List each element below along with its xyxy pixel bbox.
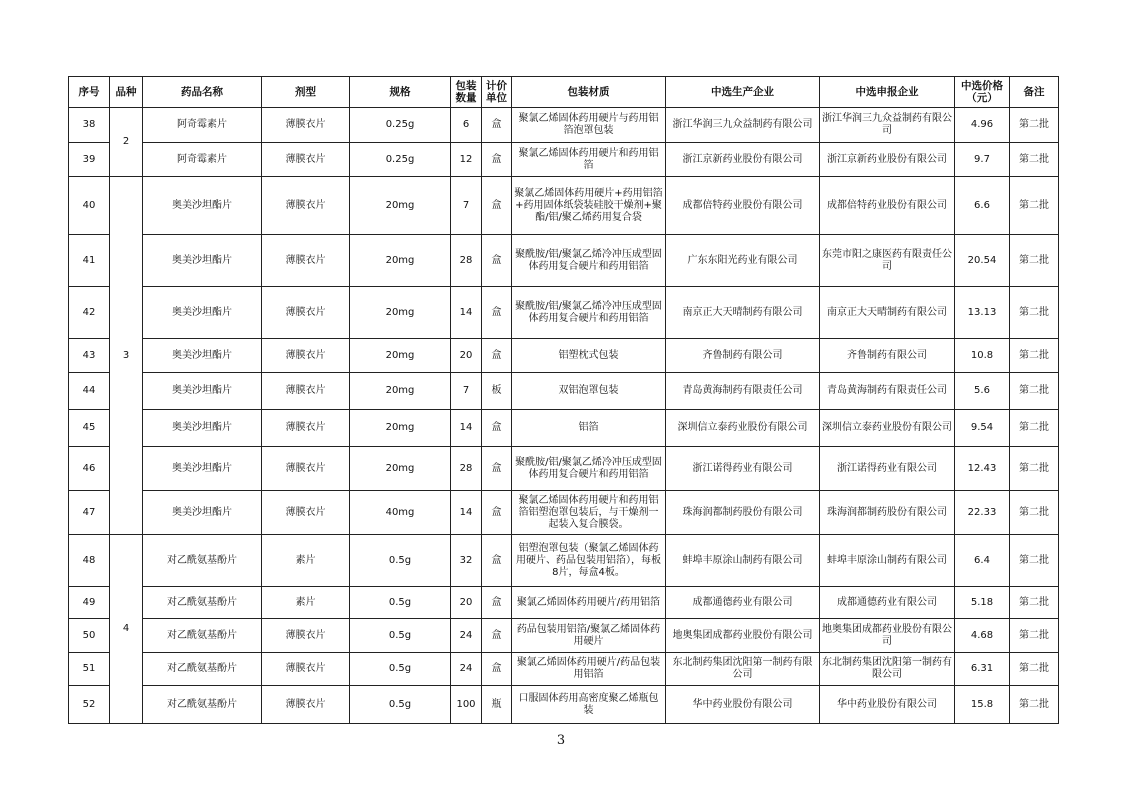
header-name: 药品名称 — [143, 77, 262, 108]
seq-cell: 48 — [69, 535, 110, 587]
note-cell: 第二批 — [1010, 653, 1059, 686]
dosage-form-cell: 薄膜衣片 — [262, 143, 350, 177]
seq-cell: 49 — [69, 587, 110, 619]
package-qty-cell: 100 — [451, 686, 482, 724]
header-seq: 序号 — [69, 77, 110, 108]
seq-cell: 40 — [69, 177, 110, 235]
price-cell: 6.6 — [955, 177, 1010, 235]
manufacturer-cell: 华中药业股份有限公司 — [666, 686, 820, 724]
drug-name-cell: 对乙酰氨基酚片 — [143, 587, 262, 619]
package-qty-cell: 6 — [451, 108, 482, 143]
variety-cell: 2 — [110, 108, 143, 177]
manufacturer-cell: 广东东阳光药业有限公司 — [666, 235, 820, 287]
package-qty-cell: 20 — [451, 587, 482, 619]
packaging-material-cell: 聚氯乙烯固体药用硬片/药品包装用铝箔 — [512, 653, 666, 686]
package-qty-cell: 7 — [451, 177, 482, 235]
table-row — [69, 339, 1059, 373]
note-cell: 第二批 — [1010, 686, 1059, 724]
spec-cell: 0.5g — [350, 619, 451, 653]
spec-cell: 0.25g — [350, 108, 451, 143]
header-applicant: 中选申报企业 — [820, 77, 955, 108]
dosage-form-cell: 薄膜衣片 — [262, 491, 350, 535]
seq-cell: 50 — [69, 619, 110, 653]
pricing-unit-cell: 盒 — [482, 143, 512, 177]
package-qty-cell: 7 — [451, 373, 482, 410]
pricing-unit-cell: 盒 — [482, 535, 512, 587]
pricing-unit-cell: 盒 — [482, 177, 512, 235]
price-cell: 9.7 — [955, 143, 1010, 177]
dosage-form-cell: 薄膜衣片 — [262, 108, 350, 143]
packaging-material-cell: 聚氯乙烯固体药用硬片和药用铝箔铝塑泡罩包装后，与干燥剂一起装入复合膜袋。 — [512, 491, 666, 535]
spec-cell: 0.5g — [350, 686, 451, 724]
note-cell: 第二批 — [1010, 235, 1059, 287]
table-row — [69, 491, 1059, 535]
applicant-cell: 成都倍特药业股份有限公司 — [820, 177, 955, 235]
pricing-unit-cell: 盒 — [482, 587, 512, 619]
dosage-form-cell: 薄膜衣片 — [262, 410, 350, 447]
seq-cell: 46 — [69, 447, 110, 491]
note-cell: 第二批 — [1010, 491, 1059, 535]
spec-cell: 0.5g — [350, 587, 451, 619]
table-row — [69, 287, 1059, 339]
note-cell: 第二批 — [1010, 287, 1059, 339]
spec-cell: 20mg — [350, 235, 451, 287]
dosage-form-cell: 素片 — [262, 535, 350, 587]
price-cell: 13.13 — [955, 287, 1010, 339]
packaging-material-cell: 聚酰胺/铝/聚氯乙烯冷冲压成型固体药用复合硬片和药用铝箔 — [512, 447, 666, 491]
applicant-cell: 齐鲁制药有限公司 — [820, 339, 955, 373]
drug-name-cell: 奥美沙坦酯片 — [143, 373, 262, 410]
note-cell: 第二批 — [1010, 108, 1059, 143]
package-qty-cell: 14 — [451, 287, 482, 339]
seq-cell: 39 — [69, 143, 110, 177]
applicant-cell: 东莞市阳之康医药有限责任公司 — [820, 235, 955, 287]
applicant-cell: 南京正大天晴制药有限公司 — [820, 287, 955, 339]
spec-cell: 20mg — [350, 373, 451, 410]
packaging-material-cell: 铝塑泡罩包装（聚氯乙烯固体药用硬片、药品包装用铝箔），每板8片，每盒4板。 — [512, 535, 666, 587]
seq-cell: 44 — [69, 373, 110, 410]
pricing-unit-cell: 盒 — [482, 410, 512, 447]
dosage-form-cell: 薄膜衣片 — [262, 287, 350, 339]
dosage-form-cell: 薄膜衣片 — [262, 653, 350, 686]
pricing-unit-cell: 板 — [482, 373, 512, 410]
spec-cell: 20mg — [350, 177, 451, 235]
price-cell: 9.54 — [955, 410, 1010, 447]
manufacturer-cell: 成都通德药业有限公司 — [666, 587, 820, 619]
packaging-material-cell: 聚氯乙烯固体药用硬片+药用铝箔+药用固体纸袋装硅胶干燥剂+聚酯/铝/聚乙烯药用复合袋 — [512, 177, 666, 235]
package-qty-cell: 28 — [451, 235, 482, 287]
package-qty-cell: 20 — [451, 339, 482, 373]
note-cell: 第二批 — [1010, 339, 1059, 373]
spec-cell: 0.5g — [350, 535, 451, 587]
manufacturer-cell: 地奥集团成都药业股份有限公司 — [666, 619, 820, 653]
manufacturer-cell: 齐鲁制药有限公司 — [666, 339, 820, 373]
manufacturer-cell: 深圳信立泰药业股份有限公司 — [666, 410, 820, 447]
seq-cell: 38 — [69, 108, 110, 143]
packaging-material-cell: 聚氯乙烯固体药用硬片/药用铝箔 — [512, 587, 666, 619]
note-cell: 第二批 — [1010, 447, 1059, 491]
note-cell: 第二批 — [1010, 587, 1059, 619]
dosage-form-cell: 薄膜衣片 — [262, 686, 350, 724]
price-cell: 15.8 — [955, 686, 1010, 724]
drug-name-cell: 阿奇霉素片 — [143, 108, 262, 143]
table-row — [69, 587, 1059, 619]
package-qty-cell: 28 — [451, 447, 482, 491]
note-cell: 第二批 — [1010, 143, 1059, 177]
pricing-unit-cell: 盒 — [482, 447, 512, 491]
note-cell: 第二批 — [1010, 410, 1059, 447]
drug-name-cell: 对乙酰氨基酚片 — [143, 686, 262, 724]
header-price: 中选价格 （元） — [955, 77, 1010, 108]
header-material: 包装材质 — [512, 77, 666, 108]
note-cell: 第二批 — [1010, 619, 1059, 653]
pricing-unit-cell: 盒 — [482, 108, 512, 143]
spec-cell: 20mg — [350, 287, 451, 339]
seq-cell: 41 — [69, 235, 110, 287]
price-cell: 5.6 — [955, 373, 1010, 410]
table-row — [69, 108, 1059, 143]
drug-name-cell: 对乙酰氨基酚片 — [143, 653, 262, 686]
seq-cell: 47 — [69, 491, 110, 535]
pricing-unit-cell: 盒 — [482, 339, 512, 373]
applicant-cell: 青岛黄海制药有限责任公司 — [820, 373, 955, 410]
manufacturer-cell: 成都倍特药业股份有限公司 — [666, 177, 820, 235]
manufacturer-cell: 青岛黄海制药有限责任公司 — [666, 373, 820, 410]
dosage-form-cell: 薄膜衣片 — [262, 447, 350, 491]
table-row — [69, 177, 1059, 235]
package-qty-cell: 14 — [451, 410, 482, 447]
price-cell: 6.31 — [955, 653, 1010, 686]
note-cell: 第二批 — [1010, 535, 1059, 587]
applicant-cell: 东北制药集团沈阳第一制药有限公司 — [820, 653, 955, 686]
price-cell: 4.96 — [955, 108, 1010, 143]
applicant-cell: 地奥集团成都药业股份有限公司 — [820, 619, 955, 653]
spec-cell: 0.5g — [350, 653, 451, 686]
dosage-form-cell: 薄膜衣片 — [262, 235, 350, 287]
table-row — [69, 143, 1059, 177]
seq-cell: 45 — [69, 410, 110, 447]
applicant-cell: 浙江诺得药业有限公司 — [820, 447, 955, 491]
header-spec: 规格 — [350, 77, 451, 108]
header-variety: 品种 — [110, 77, 143, 108]
price-cell: 6.4 — [955, 535, 1010, 587]
dosage-form-cell: 薄膜衣片 — [262, 177, 350, 235]
pricing-unit-cell: 盒 — [482, 235, 512, 287]
package-qty-cell: 24 — [451, 653, 482, 686]
drug-selection-table — [68, 76, 1059, 724]
applicant-cell: 浙江华润三九众益制药有限公司 — [820, 108, 955, 143]
header-manufacturer: 中选生产企业 — [666, 77, 820, 108]
drug-name-cell: 奥美沙坦酯片 — [143, 339, 262, 373]
dosage-form-cell: 素片 — [262, 587, 350, 619]
manufacturer-cell: 浙江诺得药业有限公司 — [666, 447, 820, 491]
table-row — [69, 619, 1059, 653]
price-cell: 20.54 — [955, 235, 1010, 287]
header-note: 备注 — [1010, 77, 1059, 108]
seq-cell: 42 — [69, 287, 110, 339]
dosage-form-cell: 薄膜衣片 — [262, 619, 350, 653]
table-body — [69, 108, 1059, 724]
pricing-unit-cell: 盒 — [482, 653, 512, 686]
package-qty-cell: 14 — [451, 491, 482, 535]
spec-cell: 20mg — [350, 447, 451, 491]
packaging-material-cell: 药品包装用铝箔/聚氯乙烯固体药用硬片 — [512, 619, 666, 653]
table-row — [69, 410, 1059, 447]
variety-cell: 4 — [110, 535, 143, 724]
packaging-material-cell: 双铝泡罩包装 — [512, 373, 666, 410]
drug-name-cell: 奥美沙坦酯片 — [143, 410, 262, 447]
packaging-material-cell: 聚氯乙烯固体药用硬片与药用铝箔泡罩包装 — [512, 108, 666, 143]
spec-cell: 20mg — [350, 339, 451, 373]
applicant-cell: 珠海润都制药股份有限公司 — [820, 491, 955, 535]
spec-cell: 20mg — [350, 410, 451, 447]
price-cell: 22.33 — [955, 491, 1010, 535]
price-cell: 12.43 — [955, 447, 1010, 491]
packaging-material-cell: 口服固体药用高密度聚乙烯瓶包装 — [512, 686, 666, 724]
spec-cell: 40mg — [350, 491, 451, 535]
table-row — [69, 235, 1059, 287]
drug-name-cell: 奥美沙坦酯片 — [143, 287, 262, 339]
table-row — [69, 535, 1059, 587]
packaging-material-cell: 铝箔 — [512, 410, 666, 447]
manufacturer-cell: 珠海润都制药股份有限公司 — [666, 491, 820, 535]
applicant-cell: 成都通德药业有限公司 — [820, 587, 955, 619]
table-row — [69, 373, 1059, 410]
applicant-cell: 浙江京新药业股份有限公司 — [820, 143, 955, 177]
drug-name-cell: 奥美沙坦酯片 — [143, 177, 262, 235]
package-qty-cell: 32 — [451, 535, 482, 587]
packaging-material-cell: 铝塑枕式包装 — [512, 339, 666, 373]
table-row — [69, 653, 1059, 686]
table-header-row — [69, 77, 1059, 108]
applicant-cell: 蚌埠丰原涂山制药有限公司 — [820, 535, 955, 587]
header-form: 剂型 — [262, 77, 350, 108]
seq-cell: 43 — [69, 339, 110, 373]
seq-cell: 52 — [69, 686, 110, 724]
applicant-cell: 华中药业股份有限公司 — [820, 686, 955, 724]
page-number: 3 — [556, 733, 566, 748]
note-cell: 第二批 — [1010, 177, 1059, 235]
packaging-material-cell: 聚酰胺/铝/聚氯乙烯冷冲压成型固体药用复合硬片和药用铝箔 — [512, 235, 666, 287]
manufacturer-cell: 南京正大天晴制药有限公司 — [666, 287, 820, 339]
spec-cell: 0.25g — [350, 143, 451, 177]
manufacturer-cell: 蚌埠丰原涂山制药有限公司 — [666, 535, 820, 587]
pricing-unit-cell: 瓶 — [482, 686, 512, 724]
price-cell: 10.8 — [955, 339, 1010, 373]
note-cell: 第二批 — [1010, 373, 1059, 410]
packaging-material-cell: 聚氯乙烯固体药用硬片和药用铝箔 — [512, 143, 666, 177]
manufacturer-cell: 东北制药集团沈阳第一制药有限公司 — [666, 653, 820, 686]
drug-name-cell: 奥美沙坦酯片 — [143, 491, 262, 535]
price-cell: 4.68 — [955, 619, 1010, 653]
package-qty-cell: 12 — [451, 143, 482, 177]
manufacturer-cell: 浙江华润三九众益制药有限公司 — [666, 108, 820, 143]
seq-cell: 51 — [69, 653, 110, 686]
variety-cell: 3 — [110, 177, 143, 535]
manufacturer-cell: 浙江京新药业股份有限公司 — [666, 143, 820, 177]
pricing-unit-cell: 盒 — [482, 619, 512, 653]
header-qty: 包装 数量 — [451, 77, 482, 108]
dosage-form-cell: 薄膜衣片 — [262, 339, 350, 373]
drug-name-cell: 奥美沙坦酯片 — [143, 447, 262, 491]
pricing-unit-cell: 盒 — [482, 287, 512, 339]
header-unit: 计价 单位 — [482, 77, 512, 108]
table-row — [69, 686, 1059, 724]
dosage-form-cell: 薄膜衣片 — [262, 373, 350, 410]
drug-name-cell: 阿奇霉素片 — [143, 143, 262, 177]
drug-name-cell: 奥美沙坦酯片 — [143, 235, 262, 287]
applicant-cell: 深圳信立泰药业股份有限公司 — [820, 410, 955, 447]
pricing-unit-cell: 盒 — [482, 491, 512, 535]
price-cell: 5.18 — [955, 587, 1010, 619]
drug-name-cell: 对乙酰氨基酚片 — [143, 619, 262, 653]
packaging-material-cell: 聚酰胺/铝/聚氯乙烯冷冲压成型固体药用复合硬片和药用铝箔 — [512, 287, 666, 339]
package-qty-cell: 24 — [451, 619, 482, 653]
drug-name-cell: 对乙酰氨基酚片 — [143, 535, 262, 587]
table-row — [69, 447, 1059, 491]
